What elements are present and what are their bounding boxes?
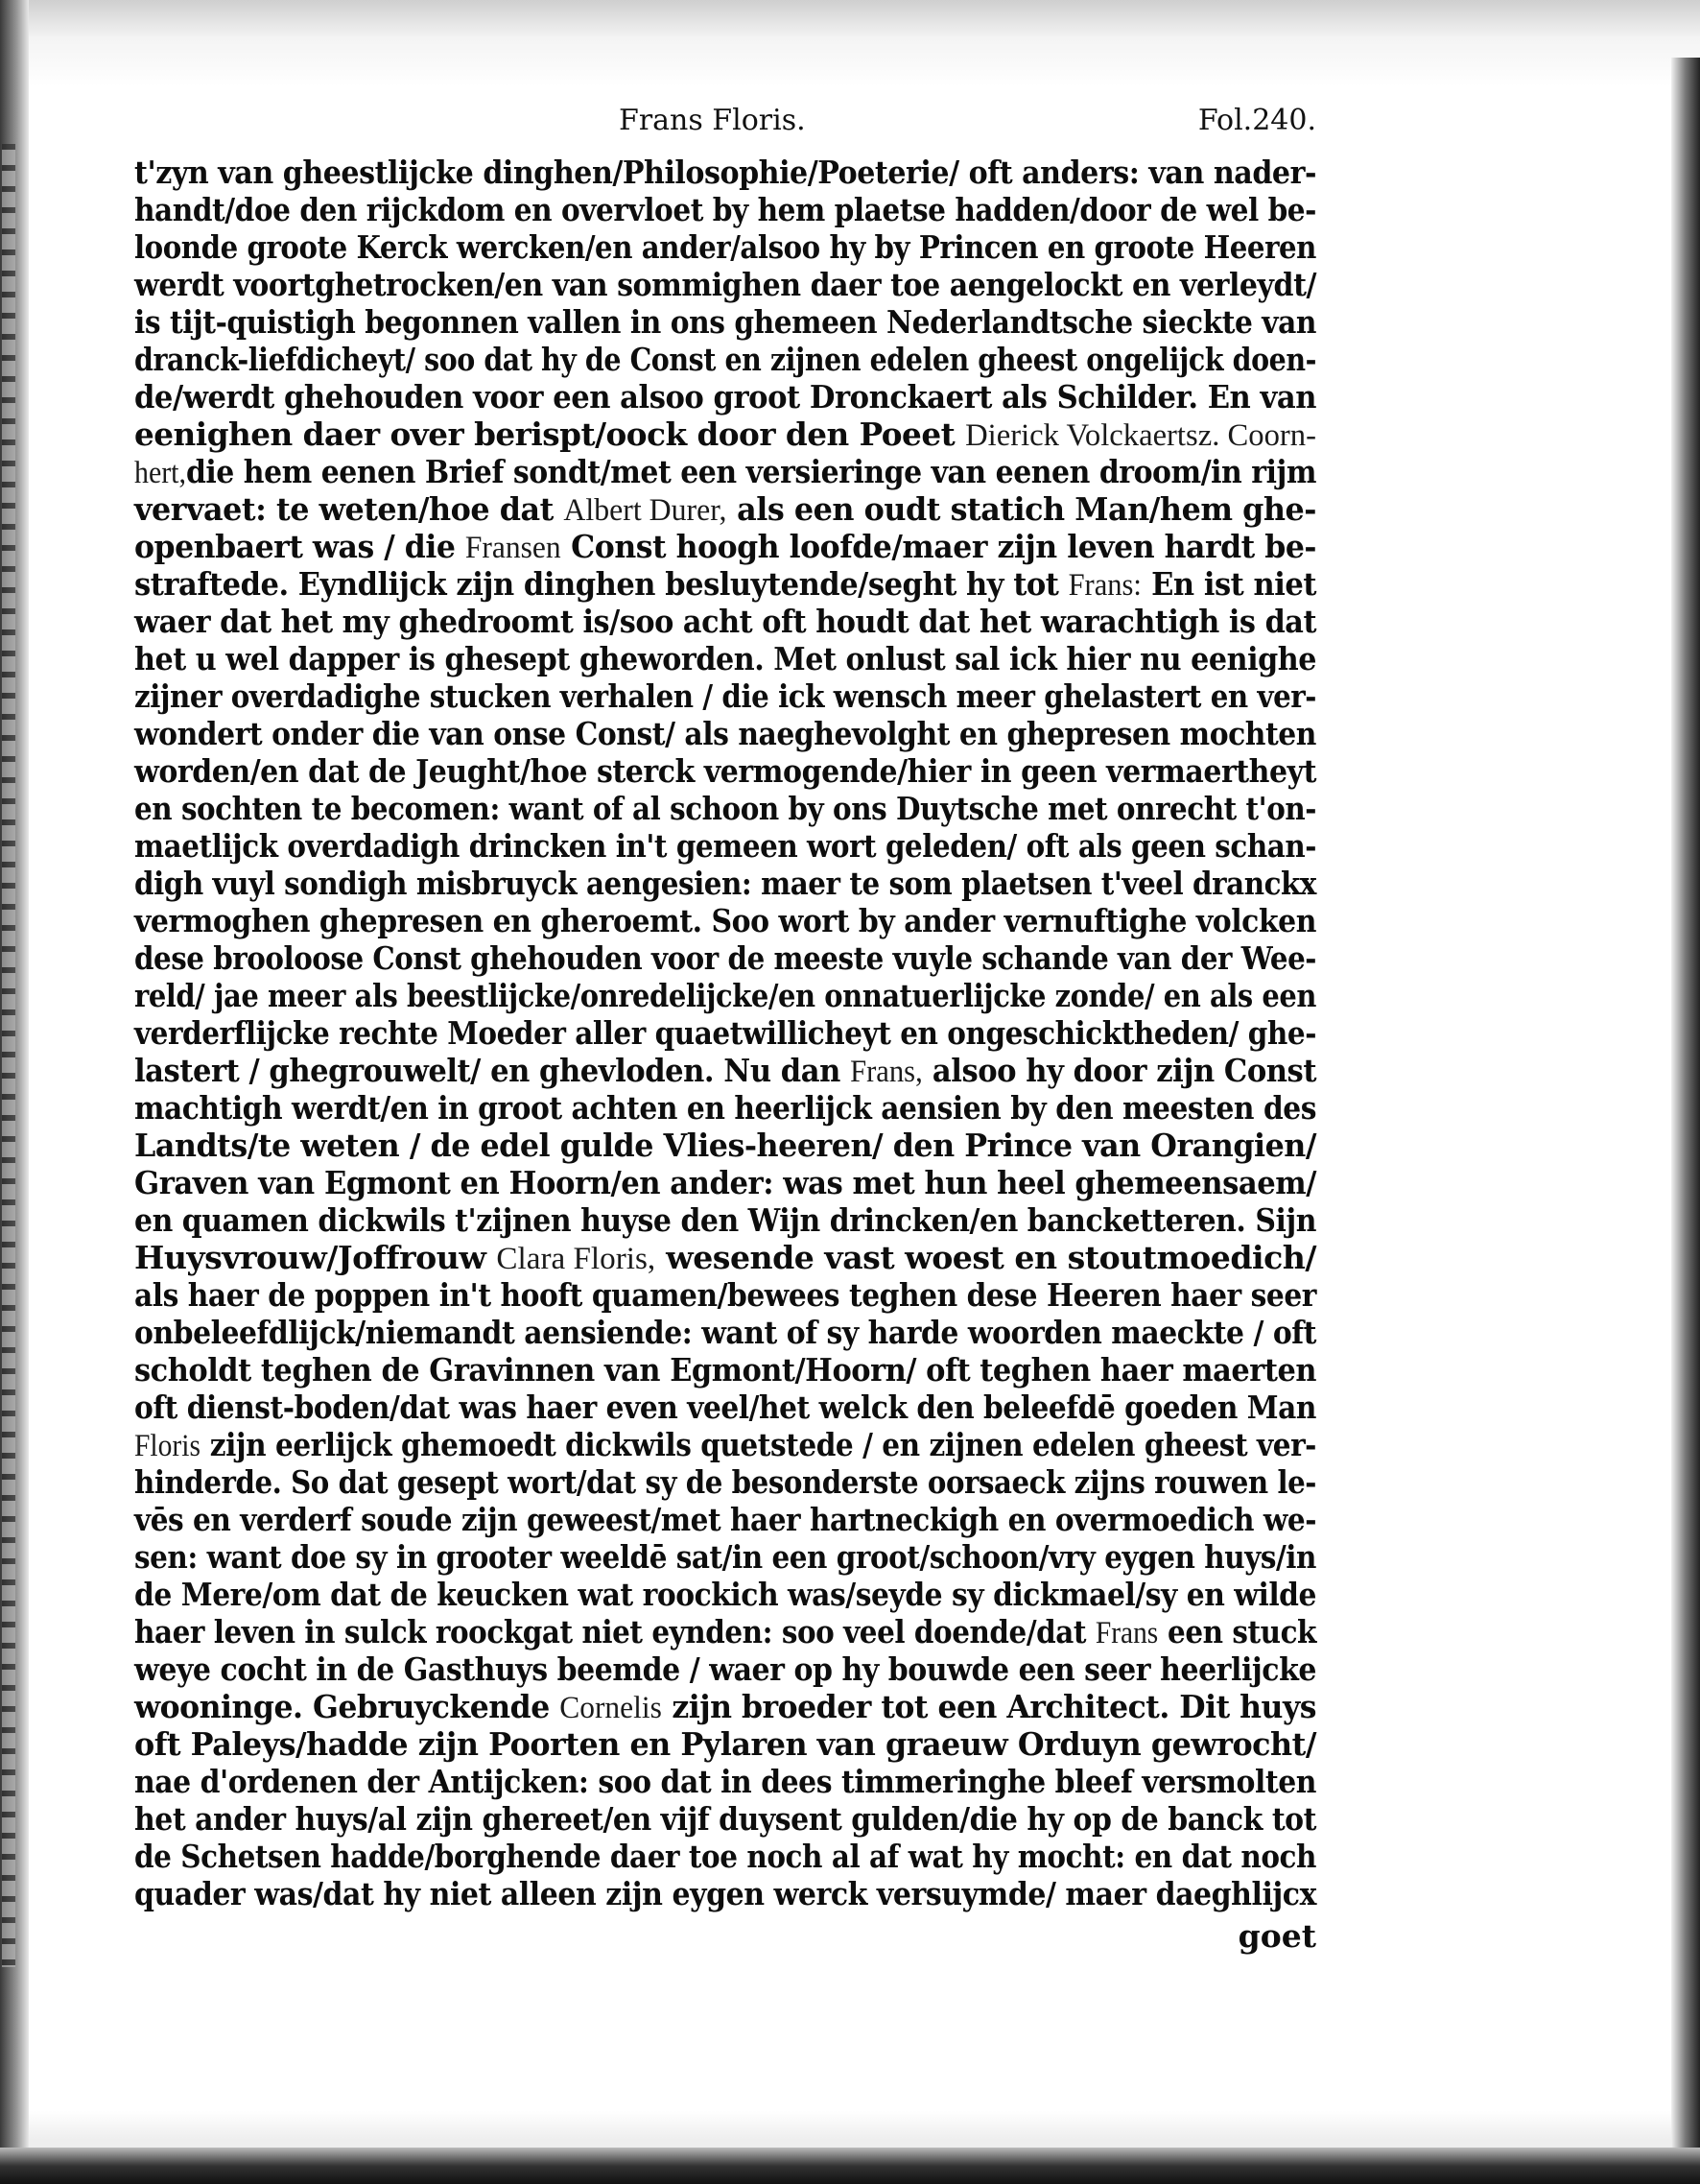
roman-name-text: Frans <box>1095 1616 1159 1650</box>
text-line <box>134 1501 1316 1538</box>
roman-name-text: Albert Durer, <box>563 493 727 528</box>
text-line <box>134 603 1316 640</box>
blackletter-text: vervaet: te weten/hoe dat <box>134 490 564 528</box>
text-line <box>134 1650 1316 1688</box>
blackletter-text: wesende vast woest en stoutmoedich/ <box>655 1239 1316 1276</box>
text-line <box>134 1089 1316 1127</box>
blackletter-text: straftede. Eyndlijck zijn dinghen besluytende/seght hy tot <box>134 565 1069 603</box>
roman-name-text: Frans, <box>850 1055 923 1089</box>
text-line <box>134 191 1316 228</box>
text-line <box>134 977 1316 1014</box>
blackletter-text: de Mere/om dat de keucken wat roockich was/seyde sy dickmael/sy en wilde <box>134 1576 1316 1613</box>
blackletter-text: sen: want doe sy in grooter weeldē sat/in een groot/schoon/vry eygen huys/in <box>134 1538 1316 1576</box>
text-line <box>134 939 1316 977</box>
text-line <box>134 228 1316 266</box>
blackletter-text: de Schetsen hadde/borghende daer toe noch al af wat hy mocht: en dat noch <box>134 1838 1316 1875</box>
text-line <box>134 1875 1316 1912</box>
roman-name-text: Cornelis <box>559 1691 662 1725</box>
blackletter-text: t'zyn van gheestlijcke dinghen/Philosophie/Poeterie/ oft anders: van nader- <box>134 154 1316 191</box>
blackletter-text: loonde groote Kerck wercken/en ander/alsoo hy by Princen en groote Heeren <box>134 228 1316 266</box>
text-line <box>134 902 1316 939</box>
blackletter-text: reld/ jae meer als beestlijcke/onredelijcke/en onnatuerlijcke zonde/ en als een <box>134 977 1316 1014</box>
book-binding-edge <box>0 0 29 2184</box>
text-line <box>134 640 1316 677</box>
blackletter-text: Graven van Egmont en Hoorn/en ander: was met hun heel ghemeensaem/ <box>134 1164 1316 1201</box>
blackletter-text: vermoghen ghepresen en gheroemt. Soo wort by ander vernuftighe volcken <box>134 902 1316 939</box>
text-line <box>134 715 1316 752</box>
text-line <box>134 1763 1316 1800</box>
blackletter-text: weye cocht in de Gasthuys beemde / waer op hy bouwde een seer heerlijcke <box>134 1650 1316 1688</box>
text-line <box>134 790 1316 827</box>
text-line <box>134 1538 1316 1576</box>
blackletter-text: verderflijcke rechte Moeder aller quaetwillicheyt en ongeschicktheden/ ghe- <box>134 1014 1316 1052</box>
text-line <box>134 1164 1316 1201</box>
text-line <box>134 1127 1316 1164</box>
folio-number: Fol.240. <box>1197 104 1316 137</box>
body-text <box>134 154 1316 1912</box>
blackletter-text: worden/en dat de Jeught/hoe sterck vermogende/hier in geen vermaertheyt <box>134 752 1316 790</box>
page-right-edge <box>1671 58 1700 2184</box>
text-line <box>134 415 1316 453</box>
text-line <box>134 154 1316 191</box>
text-line <box>134 1314 1316 1351</box>
blackletter-text: een stuck <box>1158 1613 1316 1650</box>
blackletter-text: als haer de poppen in't hooft quamen/bewees teghen dese Heeren haer seer <box>134 1276 1316 1314</box>
text-line <box>134 303 1316 341</box>
blackletter-text: het u wel dapper is ghesept gheworden. Met onlust sal ick hier nu eenighe <box>134 640 1316 677</box>
text-line <box>134 1688 1316 1725</box>
blackletter-text: quader was/dat hy niet alleen zijn eygen werck versuymde/ maer daeghlijcx <box>134 1875 1316 1912</box>
text-line <box>134 341 1316 378</box>
text-line <box>134 865 1316 902</box>
page-bottom-edge <box>0 2148 1700 2184</box>
roman-name-text: Dierick Volckaertsz. Coorn- <box>965 418 1316 453</box>
blackletter-text: machtigh werdt/en in groot achten en heerlijck aensien by den meesten des <box>134 1089 1316 1127</box>
page-header <box>134 104 1316 146</box>
blackletter-text: werdt voortghetrocken/en van sommighen daer toe aengelockt en verleydt/ <box>134 266 1316 303</box>
blackletter-text: zijner overdadighe stucken verhalen / die ick wensch meer ghelastert en ver- <box>134 677 1316 715</box>
text-line-content <box>134 1875 1316 1919</box>
text-line <box>134 1800 1316 1838</box>
running-title: Frans Floris. <box>619 104 806 137</box>
text-line <box>134 1576 1316 1613</box>
text-line <box>134 453 1316 490</box>
blackletter-text: eenighen daer over berispt/oock door den Poeet <box>134 415 966 453</box>
blackletter-text: hinderde. So dat gesept wort/dat sy de besonderste oorsaeck zijns rouwen le- <box>134 1463 1316 1501</box>
text-line <box>134 565 1316 603</box>
text-line <box>134 1276 1316 1314</box>
blackletter-text: handt/doe den rijckdom en overvloet by hem plaetse hadden/door de wel be- <box>134 191 1316 228</box>
blackletter-text: de/werdt ghehouden voor een alsoo groot Dronckaert als Schilder. En van <box>134 378 1316 415</box>
blackletter-text: Const hoogh loofde/maer zijn leven hardt be- <box>560 528 1316 565</box>
blackletter-text: scholdt teghen de Gravinnen van Egmont/Hoorn/ oft teghen haer maerten <box>134 1351 1316 1389</box>
blackletter-text: zijn eerlijck ghemoedt dickwils quetstede / en zijnen edelen gheest ver- <box>200 1426 1316 1463</box>
blackletter-text: digh vuyl sondigh misbruyck aengesien: maer te som plaetsen t'veel dranckx <box>134 865 1316 902</box>
text-line <box>134 1426 1316 1463</box>
blackletter-text: en sochten te becomen: want of al schoon by ons Duytsche met onrecht t'on- <box>134 790 1316 827</box>
blackletter-text: lastert / ghegrouwelt/ en ghevloden. Nu dan <box>134 1052 851 1089</box>
text-line <box>134 266 1316 303</box>
text-line <box>134 378 1316 415</box>
blackletter-text: En ist niet <box>1141 565 1316 603</box>
blackletter-text: als een oudt statich Man/hem ghe- <box>726 490 1316 528</box>
blackletter-text: maetlijck overdadigh drincken in't gemeen wort geleden/ oft als geen schan- <box>134 827 1316 865</box>
blackletter-text: dranck-liefdicheyt/ soo dat hy de Const en zijnen edelen gheest ongelijck doen- <box>134 341 1316 378</box>
blackletter-text: oft dienst-boden/dat was haer even veel/het welck den beleefdē goeden Man <box>134 1389 1316 1426</box>
roman-name-text: hert, <box>134 456 186 490</box>
text-line <box>134 827 1316 865</box>
blackletter-text: is tijt-quistigh begonnen vallen in ons ghemeen Nederlandtsche sieckte van <box>134 303 1316 341</box>
roman-name-text: Clara Floris, <box>496 1242 656 1276</box>
roman-name-text: Floris <box>134 1429 201 1463</box>
text-line <box>134 677 1316 715</box>
blackletter-text: openbaert was / die <box>134 528 465 565</box>
text-line <box>134 1725 1316 1763</box>
blackletter-text: oft Paleys/hadde zijn Poorten en Pylaren van graeuw Orduyn gewrocht/ <box>134 1725 1316 1763</box>
blackletter-text: onbeleefdlijck/niemandt aensiende: want of sy harde woorden maeckte / oft <box>134 1314 1316 1351</box>
text-line <box>134 528 1316 565</box>
blackletter-text: dese brooloose Const ghehouden voor de meeste vuyle schande van der Wee- <box>134 939 1316 977</box>
text-line <box>134 490 1316 528</box>
text-line <box>134 1838 1316 1875</box>
blackletter-text: die hem eenen Brief sondt/met een versieringe van eenen droom/in rijm <box>185 453 1317 490</box>
text-line <box>134 1239 1316 1276</box>
blackletter-text: alsoo hy door zijn Const <box>922 1052 1316 1089</box>
text-line <box>134 1052 1316 1089</box>
blackletter-text: zijn broeder tot een Architect. Dit huys <box>661 1688 1316 1725</box>
blackletter-text: haer leven in sulck roockgat niet eynden: soo veel doende/dat <box>134 1613 1096 1650</box>
text-line <box>134 1201 1316 1239</box>
binding-stitching <box>2 144 15 1967</box>
text-line <box>134 752 1316 790</box>
text-line <box>134 1463 1316 1501</box>
text-line <box>134 1351 1316 1389</box>
blackletter-text: Huysvrouw/Joffrouw <box>134 1239 497 1276</box>
blackletter-text: wooninge. Gebruyckende <box>134 1688 560 1725</box>
text-line <box>134 1014 1316 1052</box>
text-line <box>134 1613 1316 1650</box>
blackletter-text: waer dat het my ghedroomt is/soo acht oft houdt dat het warachtigh is dat <box>134 603 1316 640</box>
roman-name-text: Fransen <box>464 531 561 565</box>
blackletter-text: nae d'ordenen der Antijcken: soo dat in dees timmeringhe bleef versmolten <box>134 1763 1316 1800</box>
roman-name-text: Frans: <box>1068 568 1142 603</box>
catchword: goet <box>1238 1917 1316 1955</box>
blackletter-text: Landts/te weten / de edel gulde Vlies-heeren/ den Prince van Orangien/ <box>134 1127 1316 1164</box>
blackletter-text: en quamen dickwils t'zijnen huyse den Wijn drincken/en bancketteren. Sijn <box>134 1201 1316 1239</box>
blackletter-text: wondert onder die van onse Const/ als naeghevolght en ghepresen mochten <box>134 715 1316 752</box>
blackletter-text: vēs en verderf soude zijn geweest/met haer hartneckigh en overmoedich we- <box>134 1501 1316 1538</box>
blackletter-text: het ander huys/al zijn ghereet/en vijf duysent gulden/die hy op de banck tot <box>134 1800 1316 1838</box>
text-line <box>134 1389 1316 1426</box>
